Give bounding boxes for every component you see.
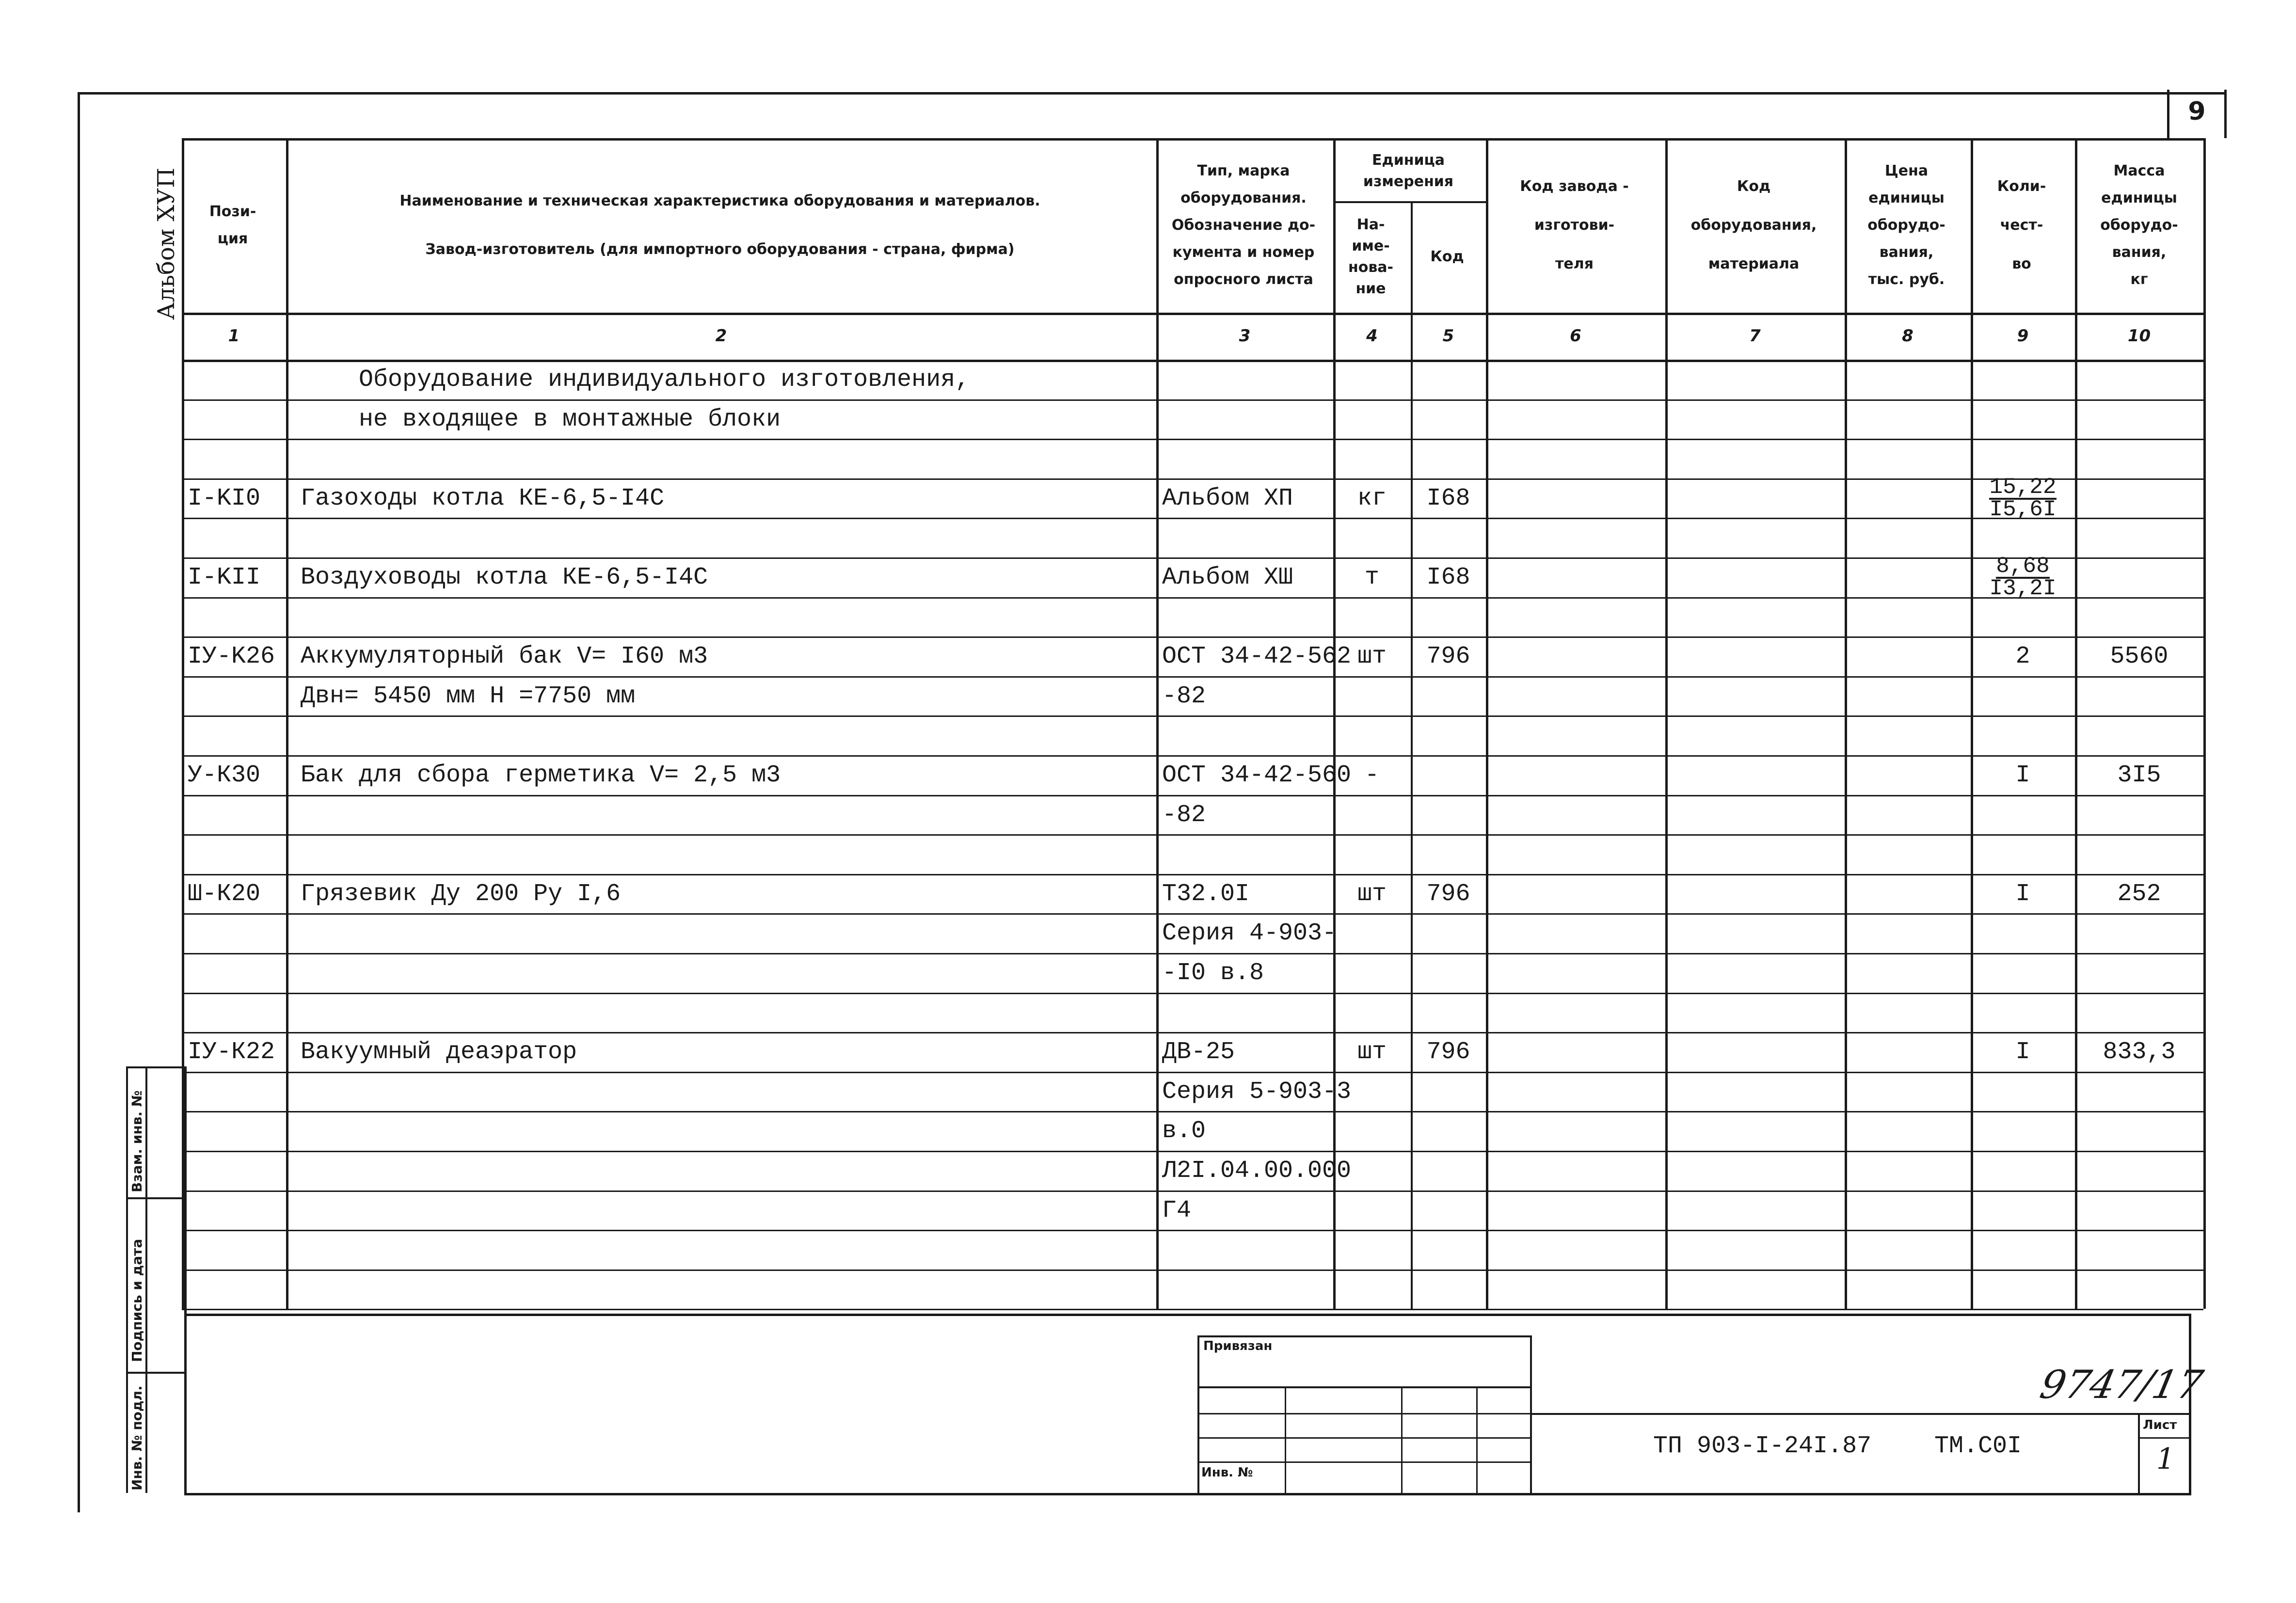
cell-c5: 796 <box>1426 880 1470 908</box>
cell-c3: Л2I.04.00.000 <box>1162 1157 1352 1185</box>
header-unit-group: Единица измерения <box>1363 151 1454 190</box>
cell-c4: шт <box>1357 643 1387 671</box>
cell-c2: не входящее в монтажные блоки <box>359 405 781 433</box>
cell-c3: ДВ-25 <box>1162 1038 1235 1066</box>
cell-c1: У-К30 <box>188 762 261 789</box>
cell-c3: ОСТ 34-42-562 <box>1162 643 1352 671</box>
row-line <box>182 1190 2203 1192</box>
row-line <box>182 993 2203 994</box>
row-line <box>182 1230 2203 1231</box>
cell-c4: т <box>1364 564 1379 591</box>
cell-c10: 3I5 <box>2117 762 2161 789</box>
row-line <box>182 953 2203 954</box>
row-line <box>182 715 2203 717</box>
cell-c3: Серия 4-903- <box>1162 920 1337 948</box>
cell-c1: IУ-K26 <box>188 643 275 671</box>
side-stamp-sep1 <box>126 1197 184 1199</box>
cell-c9: I <box>2015 762 2030 789</box>
row-line <box>182 1270 2203 1271</box>
quantity-fraction <box>1971 474 2075 522</box>
row-line <box>182 597 2203 599</box>
side-stamp-right-line <box>184 1066 187 1493</box>
cell-c1: I-KI0 <box>188 484 261 512</box>
cell-c3: Г4 <box>1162 1196 1192 1224</box>
column-line <box>1486 138 1488 1309</box>
privyazan-col3 <box>1476 1386 1478 1493</box>
quantity-denominator: I5,6I <box>1989 496 2057 522</box>
row-line <box>182 518 2203 519</box>
side-stamp-mid-line <box>145 1066 147 1493</box>
row-line <box>182 1151 2203 1152</box>
header-quantity: Коли- чест- во <box>1997 178 2046 272</box>
column-number: 7 <box>1749 326 1761 346</box>
cell-c9: I <box>2015 880 2030 908</box>
cell-c1: IУ-К22 <box>188 1038 275 1066</box>
header-position: Пози- ция <box>209 203 256 247</box>
row-line <box>182 557 2203 559</box>
column-number: 4 <box>1366 326 1378 346</box>
cell-c4: шт <box>1357 880 1387 908</box>
inv-no-label: Инв. № <box>1201 1465 1253 1480</box>
handwritten-number: 9747/17 <box>2036 1362 2207 1407</box>
privyazan-row2 <box>1197 1413 1532 1414</box>
privyazan-box-top <box>1197 1335 1532 1337</box>
album-label: Альбом ХУП <box>153 167 180 320</box>
cell-c2: Грязевик Ду 200 Ру I,6 <box>301 880 621 908</box>
cell-c1: Ш-К20 <box>188 880 261 908</box>
row-line <box>182 874 2203 875</box>
row-line <box>182 399 2203 401</box>
cell-c3: -82 <box>1162 801 1206 829</box>
column-number: 1 <box>228 326 240 346</box>
frame-top-line <box>78 92 2226 95</box>
header-bottom-line <box>182 313 2203 315</box>
quantity-numerator: 15,22 <box>1989 474 2057 500</box>
cell-c5: 796 <box>1426 1038 1470 1066</box>
column-line <box>1156 138 1159 1309</box>
column-line <box>1845 138 1847 1309</box>
cell-c9: 2 <box>2015 643 2030 671</box>
column-number: 3 <box>1239 326 1251 346</box>
cell-c3: -82 <box>1162 682 1206 710</box>
side-stamp-top <box>126 1066 184 1068</box>
cell-c5: I68 <box>1426 484 1470 512</box>
cell-c3: Серия 5-903-3 <box>1162 1078 1352 1106</box>
cell-c2: Бак для сбора герметика V= 2,5 м3 <box>301 762 781 789</box>
privyazan-box-right <box>1530 1335 1532 1495</box>
column-number: 6 <box>1570 326 1581 346</box>
quantity-numerator: 8,68 <box>1996 554 2050 579</box>
column-line <box>2203 138 2206 1309</box>
cell-c3: Т32.0I <box>1162 880 1250 908</box>
row-line <box>182 834 2203 836</box>
row-line <box>182 478 2203 480</box>
cell-c2: Оборудование индивидуального изготовления, <box>359 366 970 394</box>
row-line <box>182 439 2203 440</box>
row-line <box>182 755 2203 757</box>
header-plant-code: Код завода - изготови- теля <box>1520 178 1629 272</box>
side-stamp-replaced: Взам. инв. № <box>129 1090 145 1192</box>
row-line <box>182 1072 2203 1073</box>
header-name: Наименование и техническая характеристика оборудования и материалов. Завод-изготовитель (для импортного оборудования - страна, фирма) <box>399 192 1040 258</box>
colnum-bottom-line <box>182 360 2203 362</box>
cell-c2: Воздуховоды котла КЕ-6,5-I4С <box>301 564 708 591</box>
privyazan-col2 <box>1401 1386 1403 1493</box>
column-number: 2 <box>715 326 727 346</box>
unit-group-line <box>1333 201 1486 203</box>
row-line <box>182 795 2203 796</box>
cell-c2: Двн= 5450 мм Н =7750 мм <box>301 682 636 710</box>
sheet-code: ТМ.С0I <box>1934 1432 2022 1460</box>
privyazan-col1 <box>1285 1386 1286 1493</box>
title-block-line <box>1532 1413 2191 1415</box>
row-line <box>182 913 2203 915</box>
cell-c1: I-KII <box>188 564 261 591</box>
cell-c5: I68 <box>1426 564 1470 591</box>
privyazan-box-left <box>1197 1335 1199 1495</box>
column-number: 8 <box>1902 326 1913 346</box>
header-price: Цена единицы оборудо- вания, тыс. руб. <box>1867 162 1945 288</box>
column-number: 5 <box>1442 326 1454 346</box>
cell-c10: 833,3 <box>2103 1038 2176 1066</box>
list-number: 1 <box>2156 1442 2175 1476</box>
stamp-bottom-line <box>184 1493 2191 1495</box>
quantity-fraction <box>1971 554 2075 601</box>
cell-c10: 252 <box>2117 880 2161 908</box>
list-box-mid <box>2138 1437 2191 1439</box>
cell-c3: ОСТ 34-42-560 <box>1162 762 1352 789</box>
column-number: 10 <box>2127 326 2151 346</box>
cell-c5: 796 <box>1426 643 1470 671</box>
cell-c3: -I0 в.8 <box>1162 959 1264 987</box>
column-line <box>1971 138 1973 1309</box>
cell-c4: кг <box>1357 484 1387 512</box>
cell-c2: Аккумуляторный бак V= I60 м3 <box>301 643 708 671</box>
side-stamp-sep2 <box>126 1372 184 1374</box>
cell-c3: в.0 <box>1162 1117 1206 1145</box>
header-type: Тип, марка оборудования. Обозначение до- кумента и номер опросного листа <box>1171 162 1316 288</box>
page-number: 9 <box>2188 97 2206 126</box>
row-line <box>182 1309 2203 1310</box>
column-line <box>1333 138 1336 1309</box>
cell-c9: I <box>2015 1038 2030 1066</box>
row-line <box>182 1032 2203 1033</box>
list-label: Лист <box>2143 1418 2177 1432</box>
frame-left-line <box>78 92 80 1512</box>
header-unit-code: Код <box>1430 248 1464 265</box>
side-stamp-left-line <box>126 1066 128 1493</box>
row-line <box>182 676 2203 678</box>
column-line <box>2075 138 2077 1309</box>
quantity-denominator: I3,2I <box>1989 576 2057 601</box>
privyazan-row3 <box>1197 1437 1532 1439</box>
column-number: 9 <box>2017 326 2029 346</box>
cell-c10: 5560 <box>2110 643 2168 671</box>
side-stamp-signature: Подпись и дата <box>129 1238 145 1362</box>
row-line <box>182 1111 2203 1112</box>
privyazan-row1 <box>1197 1386 1532 1388</box>
header-unit-name: На- име- нова- ние <box>1348 216 1394 297</box>
cell-c4: - <box>1364 762 1379 789</box>
column-line <box>1665 138 1668 1309</box>
cell-c2: Газоходы котла КЕ-6,5-I4С <box>301 484 665 512</box>
row-line <box>182 636 2203 638</box>
side-stamp-original: Инв. № подл. <box>129 1385 145 1491</box>
cell-c4: шт <box>1357 1038 1387 1066</box>
privyazan-row4 <box>1197 1461 1532 1463</box>
header-mass: Масса единицы оборудо- вания, кг <box>2100 162 2178 288</box>
cell-c2: Вакуумный деаэратор <box>301 1038 577 1066</box>
privyazan-label: Привязан <box>1203 1339 1273 1353</box>
doc-code: ТП 903-I-24I.87 <box>1653 1432 1872 1460</box>
page-box-right <box>2224 90 2227 138</box>
stamp-top-line <box>184 1314 2191 1316</box>
cell-c3: Альбом ХП <box>1162 484 1293 512</box>
column-line <box>286 138 288 1309</box>
header-equipment-code: Код оборудования, материала <box>1690 178 1817 272</box>
cell-c3: Альбом ХШ <box>1162 564 1293 591</box>
